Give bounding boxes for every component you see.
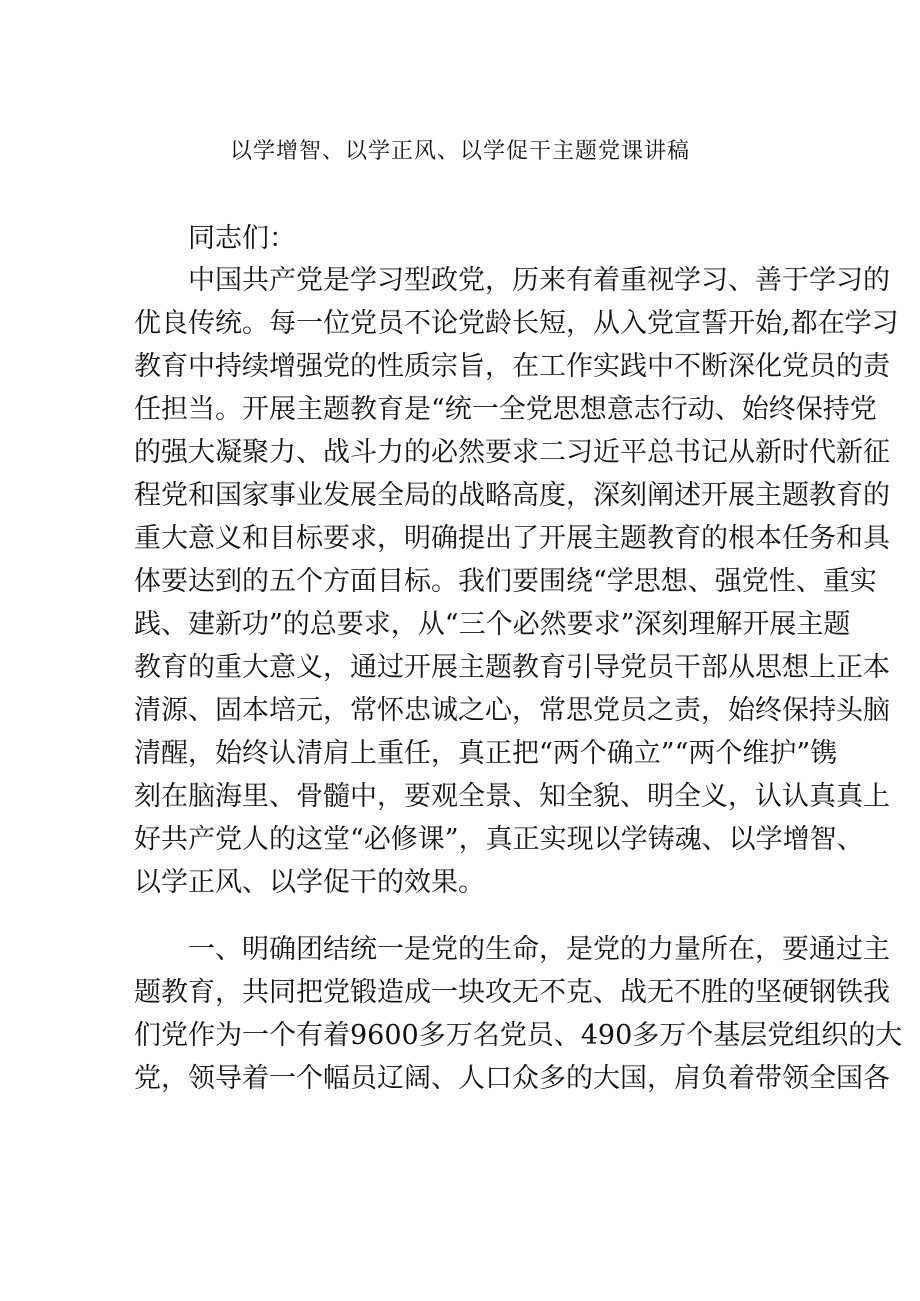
paragraph-line: 程党和国家事业发展全局的战略高度，深刻阐述开展主题教育的: [134, 480, 890, 511]
paragraph-line: 一、明确团结统一是党的生命，是党的力量所在，要通过主: [188, 934, 890, 965]
paragraph-line: 任担当。开展主题教育是“统一全党思想意志行动、始终保持党: [134, 394, 877, 425]
paragraph-line: 重大意义和目标要求，明确提出了开展主题教育的根本任务和具: [134, 523, 890, 554]
paragraph-line: 清醒，始终认清肩上重任，真正把“两个确立”“两个维护”镌: [134, 738, 838, 769]
paragraph-line: 中国共产党是学习型政党，历来有着重视学习、善于学习的: [188, 265, 890, 296]
paragraph-line: 的强大凝聚力、战斗力的必然要求二习近平总书记从新时代新征: [134, 437, 890, 468]
paragraph-line: 题教育，共同把党锻造成一块攻无不克、战无不胜的坚硬钢铁我: [134, 977, 890, 1008]
paragraph-line: 践、建新功”的总要求，从“三个必然要求”深刻理解开展主题: [134, 609, 851, 640]
paragraph-line: 刻在脑海里、骨髓中，要观全景、知全貌、明全义，认认真真上: [134, 781, 890, 812]
document-title: 以学增智、以学正风、以学促干主题党课讲稿: [229, 139, 690, 164]
paragraph-line: 教育中持续增强党的性质宗旨，在工作实践中不断深化党员的责: [134, 351, 890, 382]
paragraph-line: 好共产党人的这堂“必修课”，真正实现以学铸魂、以学增智、: [134, 824, 864, 855]
paragraph-line: 教育的重大意义，通过开展主题教育引导党员干部从思想上正本: [134, 652, 890, 683]
paragraph-line: 体要达到的五个方面目标。我们要围绕“学思想、强党性、重实: [134, 566, 877, 597]
paragraph-line: 以学正风、以学促干的效果。: [134, 867, 485, 898]
paragraph-line: 们党作为一个有着9600多万名党员、490多万个基层党组织的大: [134, 1020, 903, 1051]
paragraph-line: 清源、固本培元，常怀忠诚之心，常思党员之责，始终保持头脑: [134, 695, 890, 726]
salutation: 同志们：: [188, 223, 296, 254]
paragraph-line: 党，领导着一个幅员辽阔、人口众多的大国，肩负着带领全国各: [134, 1063, 890, 1094]
paragraph-line: 优良传统。每一位党员不论党龄长短，从入党宣誓开始,都在学习: [134, 308, 899, 339]
